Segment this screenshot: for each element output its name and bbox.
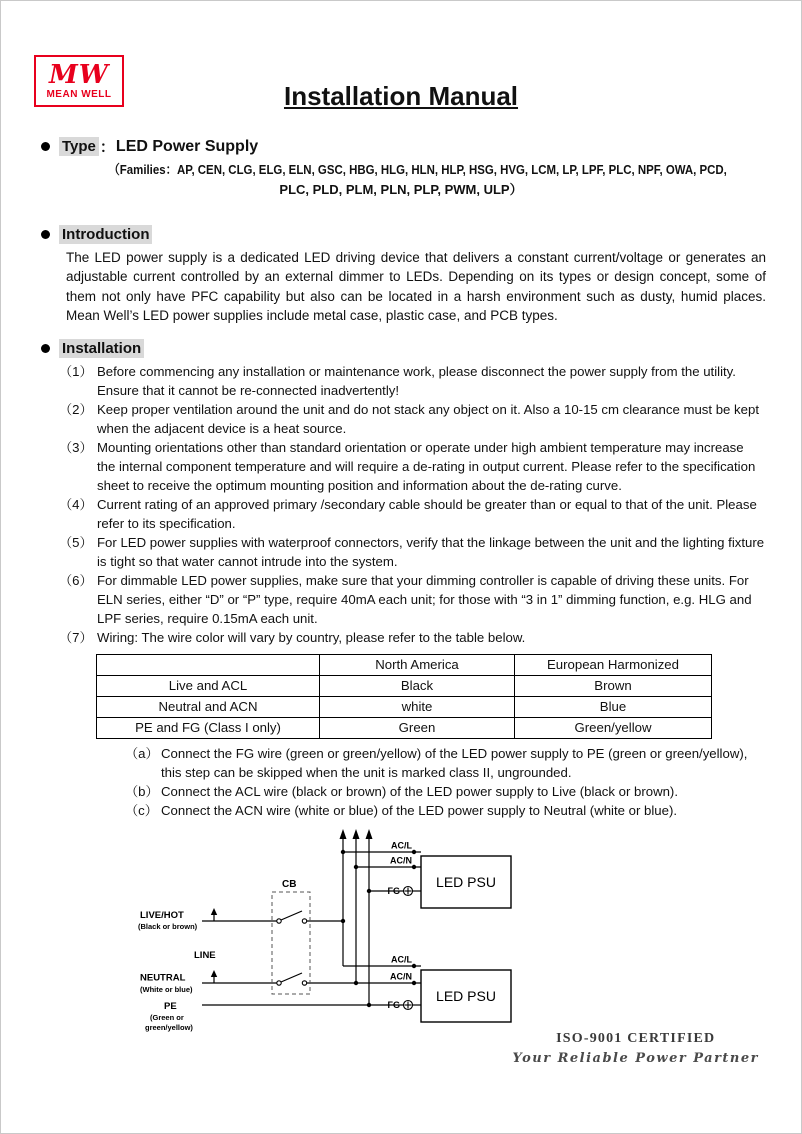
installation-items	[59, 362, 765, 647]
sub-step-number: （c）	[125, 803, 158, 819]
sub-step	[125, 801, 761, 820]
wiring-sub-steps	[125, 744, 761, 821]
item-number: （3）	[59, 439, 93, 455]
page-title: Installation Manual	[283, 81, 519, 111]
installation-item	[59, 495, 765, 533]
diagram-wires	[202, 839, 421, 1005]
bullet-icon	[41, 230, 50, 239]
psu2-acn-terminal-label: AC/N	[390, 971, 412, 982]
sub-step-text: Connect the FG wire (green or green/yellow) of the LED power supply to PE (green or green/yellow), this step can be skipped when the unit is marked class II, ungrounded.	[161, 745, 748, 780]
installation-item	[59, 400, 765, 438]
table-cell: Neutral and ACN	[97, 696, 320, 717]
live-wire-label: LIVE/HOT	[140, 910, 184, 922]
sub-step-text: Connect the ACN wire (white or blue) of the LED power supply to Neutral (white or blue).	[161, 803, 678, 819]
item-number: （6）	[59, 572, 93, 588]
bullet-icon	[41, 344, 50, 353]
bullet-icon	[41, 142, 50, 151]
item-number: （1）	[59, 363, 93, 379]
installation-item	[59, 571, 765, 628]
item-text: Mounting orientations other than standard orientation or operate under high ambient temperature may increase the internal component temperature and will require a de-rating in output current. Please refer to the specification sheet to receive the optimum mounting position and information about the de-rating curve.	[97, 439, 756, 493]
table-cell: European Harmonized	[515, 654, 712, 675]
introduction-header	[41, 225, 801, 244]
neutral-wire-label: NEUTRAL	[140, 972, 186, 984]
table-cell: Live and ACL	[97, 675, 320, 696]
installation-item	[59, 438, 765, 495]
circuit-breaker-boundary	[272, 892, 310, 994]
item-text: Keep proper ventilation around the unit and do not stack any object on it. Also a 10-15 cm clearance must be kept when the adjacent device is a heat source.	[97, 401, 759, 436]
mean-well-logo	[34, 55, 124, 107]
table-cell: PE and FG (Class I only)	[97, 717, 320, 738]
diagram-arrowheads-and-junctions	[211, 829, 416, 1007]
installation-item	[59, 628, 765, 647]
iso-certified-text: ISO-9001 CERTIFIED	[556, 1031, 716, 1046]
table-cell: Blue	[515, 696, 712, 717]
type-value: LED Power Supply	[115, 137, 259, 155]
families-line-1: （Families：AP, CEN, CLG, ELG, ELN, GSC, HBG, HLG, HLN, HLP, HSG, HVG, LCM, LP, LPF, PLC, NPF, OWA, PCD,	[108, 162, 727, 177]
item-number: （5）	[59, 534, 93, 550]
sub-step	[125, 782, 761, 801]
fg-ground-terminal-icons	[404, 887, 413, 1010]
type-section	[41, 136, 759, 157]
led-psu-2-label: LED PSU	[436, 988, 496, 1005]
pe-wire-sublabel-1: (Green or	[150, 1013, 184, 1023]
led-psu-1-label: LED PSU	[436, 874, 496, 891]
item-text: For dimmable LED power supplies, make sure that your dimming controller is capable of driving these units. For ELN series, either “D” or “P” type, require 40mA each unit; for those with “3 in 1” dimming function, e.g. HLG and LPF series, require 0.15mA each unit.	[97, 572, 752, 626]
installation-item	[59, 362, 765, 400]
breaker-contact-icons	[277, 919, 307, 985]
sub-step-text: Connect the ACL wire (black or brown) of the LED power supply to Live (black or brown).	[161, 784, 678, 800]
sub-step-number: （a）	[125, 745, 159, 761]
type-label: Type	[59, 137, 99, 156]
item-text: Before commencing any installation or maintenance work, please disconnect the power supply from the utility. Ensure that it cannot be re-connected inadvertently!	[97, 363, 736, 398]
psu2-fg-terminal-label: FG	[387, 1000, 400, 1011]
logo-monogram: MW	[49, 60, 109, 90]
sub-step-number: （b）	[125, 784, 159, 800]
live-wire-sublabel: (Black or brown)	[138, 922, 198, 932]
installation-item	[59, 533, 765, 571]
table-header-row	[97, 654, 712, 675]
psu1-fg-terminal-label: FG	[387, 886, 400, 897]
wiring-diagram	[136, 828, 556, 1063]
item-number: （4）	[59, 496, 93, 512]
wire-color-table	[96, 654, 712, 739]
table-cell: Brown	[515, 675, 712, 696]
table-cell: Green	[320, 717, 515, 738]
sub-step	[125, 744, 761, 782]
logo-brand-name: MEAN WELL	[46, 89, 112, 100]
table-cell: North America	[320, 654, 515, 675]
item-number: （7）	[59, 629, 93, 645]
table-cell	[97, 654, 320, 675]
introduction-body: The LED power supply is a dedicated LED driving device that delivers a constant current/voltage or generates an adjustable current controlled by an external dimmer to LEDs. Depending on its types or design concept, some of them not only have PFC capability but also can be located in a harsh environment such as dusty, humid places. Mean Well’s LED power supplies include metal case, plastic case, and PCB types.	[66, 250, 766, 324]
families-line-2: PLC, PLD, PLM, PLN, PLP, PWM, ULP）	[279, 182, 523, 197]
installation-label: Installation	[59, 339, 144, 358]
psu1-acn-terminal-label: AC/N	[390, 855, 412, 866]
psu1-acl-terminal-label: AC/L	[391, 840, 412, 851]
item-text: Current rating of an approved primary /secondary cable should be greater than or equal to that of the unit. Please refer to its specification.	[97, 496, 757, 531]
cb-label: CB	[282, 879, 297, 891]
installation-header	[41, 339, 801, 358]
slogan-text: Your Reliable Power Partner	[512, 1051, 759, 1066]
table-row	[97, 717, 712, 738]
footer	[512, 1031, 759, 1066]
item-text: For LED power supplies with waterproof connectors, verify that the linkage between the unit and the lighting fixture is tight so that water cannot intrude into the system.	[97, 534, 765, 569]
table-row	[97, 675, 712, 696]
table-cell: Black	[320, 675, 515, 696]
table-cell: Green/yellow	[515, 717, 712, 738]
psu2-acl-terminal-label: AC/L	[391, 954, 412, 965]
type-colon: ：	[99, 139, 115, 156]
table-row	[97, 696, 712, 717]
introduction-label: Introduction	[59, 225, 152, 244]
pe-wire-sublabel-2: green/yellow)	[145, 1023, 193, 1033]
table-cell: white	[320, 696, 515, 717]
line-label: LINE	[194, 950, 216, 962]
item-text: Wiring: The wire color will vary by country, please refer to the table below.	[97, 629, 526, 645]
pe-wire-label: PE	[164, 1001, 177, 1013]
families-list	[1, 160, 801, 199]
neutral-wire-sublabel: (White or blue)	[140, 985, 193, 995]
item-number: （2）	[59, 401, 93, 417]
